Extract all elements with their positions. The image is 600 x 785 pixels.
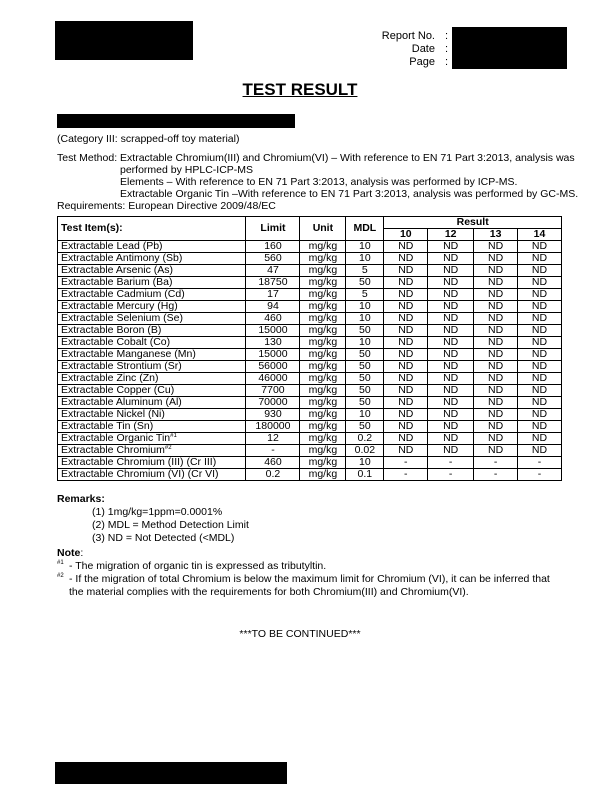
cell-mdl: 10: [346, 313, 384, 325]
cell-result: ND: [474, 433, 518, 445]
cell-result: ND: [518, 301, 562, 313]
test-item-name: Extractable Antimony (Sb): [61, 252, 183, 264]
cell-result: ND: [428, 445, 474, 457]
cell-result: ND: [518, 289, 562, 301]
cell-test-item: [58, 337, 246, 349]
test-item-name: Extractable Arsenic (As): [61, 264, 174, 276]
cell-limit: 94: [246, 301, 300, 313]
cell-limit: 7700: [246, 385, 300, 397]
cell-mdl: 0.2: [346, 433, 384, 445]
cell-unit: mg/kg: [300, 301, 346, 313]
cell-result: ND: [384, 361, 428, 373]
cell-result: ND: [474, 409, 518, 421]
table-row: [58, 253, 562, 265]
cell-unit: mg/kg: [300, 397, 346, 409]
table-row: [58, 409, 562, 421]
table-row: [58, 301, 562, 313]
cell-mdl: 50: [346, 421, 384, 433]
cell-unit: mg/kg: [300, 337, 346, 349]
note-2-text: - If the migration of total Chromium is below the maximum limit for Chromium (VI), it can be inferred that the material complies with the requirements for both Chromium(III) and Chromium(VI).: [69, 573, 550, 598]
cell-result: -: [474, 457, 518, 469]
cell-test-item: [58, 433, 246, 445]
table-row: [58, 277, 562, 289]
cell-result: ND: [428, 361, 474, 373]
cell-result: ND: [474, 361, 518, 373]
cell-result: ND: [428, 385, 474, 397]
cell-result: ND: [518, 373, 562, 385]
header-result: Result: [384, 217, 562, 229]
table-row: [58, 433, 562, 445]
cell-unit: mg/kg: [300, 457, 346, 469]
cell-result: ND: [428, 433, 474, 445]
cell-result: ND: [474, 385, 518, 397]
cell-unit: mg/kg: [300, 445, 346, 457]
test-item-name: Extractable Cobalt (Co): [61, 336, 171, 348]
cell-result: ND: [384, 289, 428, 301]
test-item-name: Extractable Chromium: [61, 444, 165, 456]
cell-limit: -: [246, 445, 300, 457]
cell-result: ND: [474, 277, 518, 289]
table-row: [58, 469, 562, 481]
note-1-marker: #1: [57, 560, 64, 566]
table-row: [58, 349, 562, 361]
cell-unit: mg/kg: [300, 289, 346, 301]
cell-unit: mg/kg: [300, 373, 346, 385]
cell-test-item: [58, 313, 246, 325]
cell-test-item: [58, 325, 246, 337]
table-row: [58, 337, 562, 349]
cell-mdl: 10: [346, 457, 384, 469]
cell-result: ND: [428, 373, 474, 385]
cell-result: ND: [428, 265, 474, 277]
redacted-footer: [55, 762, 287, 784]
note-2: [57, 573, 557, 599]
table-row: [58, 361, 562, 373]
cell-mdl: 5: [346, 289, 384, 301]
cell-mdl: 10: [346, 409, 384, 421]
cell-mdl: 5: [346, 265, 384, 277]
header-sample-13: 13: [474, 229, 518, 241]
page-label: Page: [409, 56, 435, 68]
cell-result: ND: [384, 265, 428, 277]
cell-mdl: 50: [346, 397, 384, 409]
cell-result: ND: [428, 421, 474, 433]
note-1: [57, 560, 557, 573]
cell-test-item: [58, 265, 246, 277]
cell-result: ND: [518, 397, 562, 409]
test-item-name: Extractable Chromium (VI) (Cr VI): [61, 468, 219, 480]
cell-limit: 17: [246, 289, 300, 301]
cell-result: ND: [428, 253, 474, 265]
cell-unit: mg/kg: [300, 325, 346, 337]
cell-limit: 460: [246, 313, 300, 325]
cell-mdl: 50: [346, 325, 384, 337]
redacted-sample-name: [57, 114, 295, 128]
cell-result: -: [518, 469, 562, 481]
cell-result: -: [428, 469, 474, 481]
cell-unit: mg/kg: [300, 349, 346, 361]
test-item-name: Extractable Mercury (Hg): [61, 300, 178, 312]
cell-test-item: [58, 385, 246, 397]
cell-limit: 15000: [246, 349, 300, 361]
cell-limit: 560: [246, 253, 300, 265]
cell-result: ND: [474, 301, 518, 313]
cell-unit: mg/kg: [300, 265, 346, 277]
cell-unit: mg/kg: [300, 421, 346, 433]
method-line-4: Extractable Organic Tin –With reference to EN 71 Part 3:2013, analysis was performed by GC-MS.: [120, 188, 579, 200]
header-sample-14: 14: [518, 229, 562, 241]
cell-result: ND: [384, 409, 428, 421]
redacted-logo: [55, 21, 193, 60]
cell-result: ND: [518, 445, 562, 457]
test-item-name: Extractable Barium (Ba): [61, 276, 173, 288]
cell-mdl: 10: [346, 301, 384, 313]
date-colon: :: [445, 43, 449, 55]
note-colon: :: [80, 547, 84, 559]
header-limit: Limit: [246, 217, 300, 241]
page-title: TEST RESULT: [242, 80, 358, 99]
cell-limit: 930: [246, 409, 300, 421]
cell-limit: 130: [246, 337, 300, 349]
cell-test-item: [58, 253, 246, 265]
cell-result: ND: [518, 385, 562, 397]
cell-result: ND: [518, 325, 562, 337]
cell-result: ND: [474, 325, 518, 337]
cell-limit: 15000: [246, 325, 300, 337]
cell-test-item: [58, 445, 246, 457]
remarks-section: [57, 493, 249, 545]
cell-mdl: 10: [346, 241, 384, 253]
cell-limit: 160: [246, 241, 300, 253]
cell-limit: 460: [246, 457, 300, 469]
header-sample-12: 12: [428, 229, 474, 241]
test-item-name: Extractable Copper (Cu): [61, 384, 175, 396]
cell-result: ND: [474, 445, 518, 457]
cell-result: ND: [384, 325, 428, 337]
cell-result: ND: [428, 397, 474, 409]
cell-result: ND: [384, 385, 428, 397]
remark-item: (1) 1mg/kg=1ppm=0.0001%: [92, 506, 223, 518]
cell-limit: 12: [246, 433, 300, 445]
cell-test-item: [58, 349, 246, 361]
cell-test-item: [58, 397, 246, 409]
continued-text: ***TO BE CONTINUED***: [239, 628, 361, 640]
date-label: Date: [411, 43, 435, 55]
result-table: [57, 216, 562, 481]
test-item-name: Extractable Organic Tin: [61, 432, 171, 444]
cell-result: -: [384, 469, 428, 481]
table-row: [58, 265, 562, 277]
cell-mdl: 50: [346, 361, 384, 373]
cell-unit: mg/kg: [300, 241, 346, 253]
test-item-name: Extractable Zinc (Zn): [61, 372, 159, 384]
cell-result: ND: [384, 337, 428, 349]
table-row: [58, 373, 562, 385]
cell-mdl: 0.02: [346, 445, 384, 457]
result-table-body: [58, 241, 562, 481]
cell-mdl: 50: [346, 349, 384, 361]
cell-result: ND: [474, 373, 518, 385]
cell-result: ND: [518, 349, 562, 361]
cell-result: ND: [384, 433, 428, 445]
cell-test-item: [58, 373, 246, 385]
cell-result: ND: [384, 349, 428, 361]
cell-result: ND: [518, 253, 562, 265]
cell-limit: 70000: [246, 397, 300, 409]
cell-result: ND: [428, 277, 474, 289]
cell-limit: 56000: [246, 361, 300, 373]
test-item-name: Extractable Selenium (Se): [61, 312, 183, 324]
cell-limit: 0.2: [246, 469, 300, 481]
table-row: [58, 241, 562, 253]
cell-result: ND: [474, 349, 518, 361]
report-no-label: Report No.: [381, 30, 435, 42]
cell-result: ND: [384, 253, 428, 265]
note-heading: Note: [57, 547, 81, 559]
cell-result: ND: [384, 301, 428, 313]
cell-mdl: 50: [346, 373, 384, 385]
method-line-1: Test Method: Extractable Chromium(III) and Chromium(VI) – With reference to EN 71 Part 3:2013, analysis was: [57, 152, 575, 164]
cell-result: -: [384, 457, 428, 469]
table-row: [58, 421, 562, 433]
report-no-colon: :: [445, 30, 449, 42]
category-text: (Category III: scrapped-off toy material): [57, 133, 240, 145]
cell-result: ND: [474, 241, 518, 253]
header-sample-10: 10: [384, 229, 428, 241]
header-mdl: MDL: [346, 217, 384, 241]
cell-result: ND: [518, 313, 562, 325]
cell-result: ND: [474, 289, 518, 301]
cell-result: ND: [518, 361, 562, 373]
cell-mdl: 10: [346, 253, 384, 265]
header-test-item: Test Item(s):: [58, 217, 246, 241]
cell-result: -: [474, 469, 518, 481]
table-row: [58, 445, 562, 457]
footnote-marker: #1: [170, 433, 177, 439]
cell-limit: 46000: [246, 373, 300, 385]
table-row: [58, 457, 562, 469]
cell-mdl: 0.1: [346, 469, 384, 481]
cell-result: ND: [384, 241, 428, 253]
table-row: [58, 385, 562, 397]
requirements-text: Requirements: European Directive 2009/48/EC: [57, 200, 276, 212]
test-item-name: Extractable Chromium (III) (Cr III): [61, 456, 217, 468]
cell-result: ND: [428, 337, 474, 349]
remark-item: (3) ND = Not Detected (<MDL): [92, 532, 235, 544]
note-2-marker: #2: [57, 573, 64, 579]
cell-result: ND: [518, 409, 562, 421]
method-line-3: Elements – With reference to EN 71 Part 3:2013, analysis was performed by ICP-MS.: [120, 176, 518, 188]
footnote-marker: #2: [164, 445, 172, 451]
cell-result: -: [518, 457, 562, 469]
cell-test-item: [58, 277, 246, 289]
cell-test-item: [58, 361, 246, 373]
test-item-name: Extractable Strontium (Sr): [61, 360, 182, 372]
cell-result: ND: [474, 421, 518, 433]
table-row: [58, 313, 562, 325]
cell-unit: mg/kg: [300, 469, 346, 481]
test-item-name: Extractable Lead (Pb): [61, 240, 163, 252]
cell-result: ND: [474, 313, 518, 325]
cell-limit: 18750: [246, 277, 300, 289]
cell-test-item: [58, 241, 246, 253]
note-1-text: - The migration of organic tin is expressed as tributyltin.: [69, 560, 327, 572]
remark-item: (2) MDL = Method Detection Limit: [92, 519, 249, 531]
cell-test-item: [58, 457, 246, 469]
cell-result: ND: [518, 421, 562, 433]
cell-result: ND: [474, 397, 518, 409]
cell-result: ND: [384, 277, 428, 289]
cell-mdl: 10: [346, 337, 384, 349]
remarks-heading: Remarks:: [57, 493, 105, 505]
cell-unit: mg/kg: [300, 409, 346, 421]
cell-mdl: 50: [346, 385, 384, 397]
cell-limit: 180000: [246, 421, 300, 433]
cell-result: ND: [518, 433, 562, 445]
cell-result: ND: [518, 277, 562, 289]
header-unit: Unit: [300, 217, 346, 241]
cell-result: ND: [474, 337, 518, 349]
method-line-2: performed by HPLC-ICP-MS: [120, 164, 254, 176]
test-item-name: Extractable Cadmium (Cd): [61, 288, 185, 300]
cell-result: ND: [384, 445, 428, 457]
table-row: [58, 325, 562, 337]
cell-unit: mg/kg: [300, 277, 346, 289]
test-item-name: Extractable Boron (B): [61, 324, 162, 336]
cell-unit: mg/kg: [300, 253, 346, 265]
cell-result: ND: [384, 313, 428, 325]
table-row: [58, 289, 562, 301]
cell-test-item: [58, 409, 246, 421]
cell-result: ND: [428, 349, 474, 361]
note-section: [57, 547, 557, 599]
cell-unit: mg/kg: [300, 313, 346, 325]
cell-unit: mg/kg: [300, 361, 346, 373]
cell-result: ND: [518, 337, 562, 349]
cell-result: ND: [428, 301, 474, 313]
cell-result: ND: [518, 241, 562, 253]
cell-result: -: [428, 457, 474, 469]
cell-result: ND: [384, 373, 428, 385]
cell-result: ND: [428, 409, 474, 421]
cell-test-item: [58, 421, 246, 433]
cell-test-item: [58, 301, 246, 313]
cell-result: ND: [518, 265, 562, 277]
cell-result: ND: [474, 265, 518, 277]
test-item-name: Extractable Tin (Sn): [61, 420, 154, 432]
cell-test-item: [58, 289, 246, 301]
cell-unit: mg/kg: [300, 433, 346, 445]
cell-unit: mg/kg: [300, 385, 346, 397]
table-row: [58, 397, 562, 409]
cell-result: ND: [474, 253, 518, 265]
cell-limit: 47: [246, 265, 300, 277]
redacted-header-values: [452, 27, 567, 69]
cell-result: ND: [428, 325, 474, 337]
test-item-name: Extractable Aluminum (Al): [61, 396, 182, 408]
page-colon: :: [445, 56, 449, 68]
cell-result: ND: [428, 241, 474, 253]
cell-result: ND: [384, 397, 428, 409]
test-item-name: Extractable Nickel (Ni): [61, 408, 165, 420]
cell-result: ND: [428, 289, 474, 301]
cell-result: ND: [384, 421, 428, 433]
test-item-name: Extractable Manganese (Mn): [61, 348, 196, 360]
cell-result: ND: [428, 313, 474, 325]
cell-test-item: [58, 469, 246, 481]
cell-mdl: 50: [346, 277, 384, 289]
